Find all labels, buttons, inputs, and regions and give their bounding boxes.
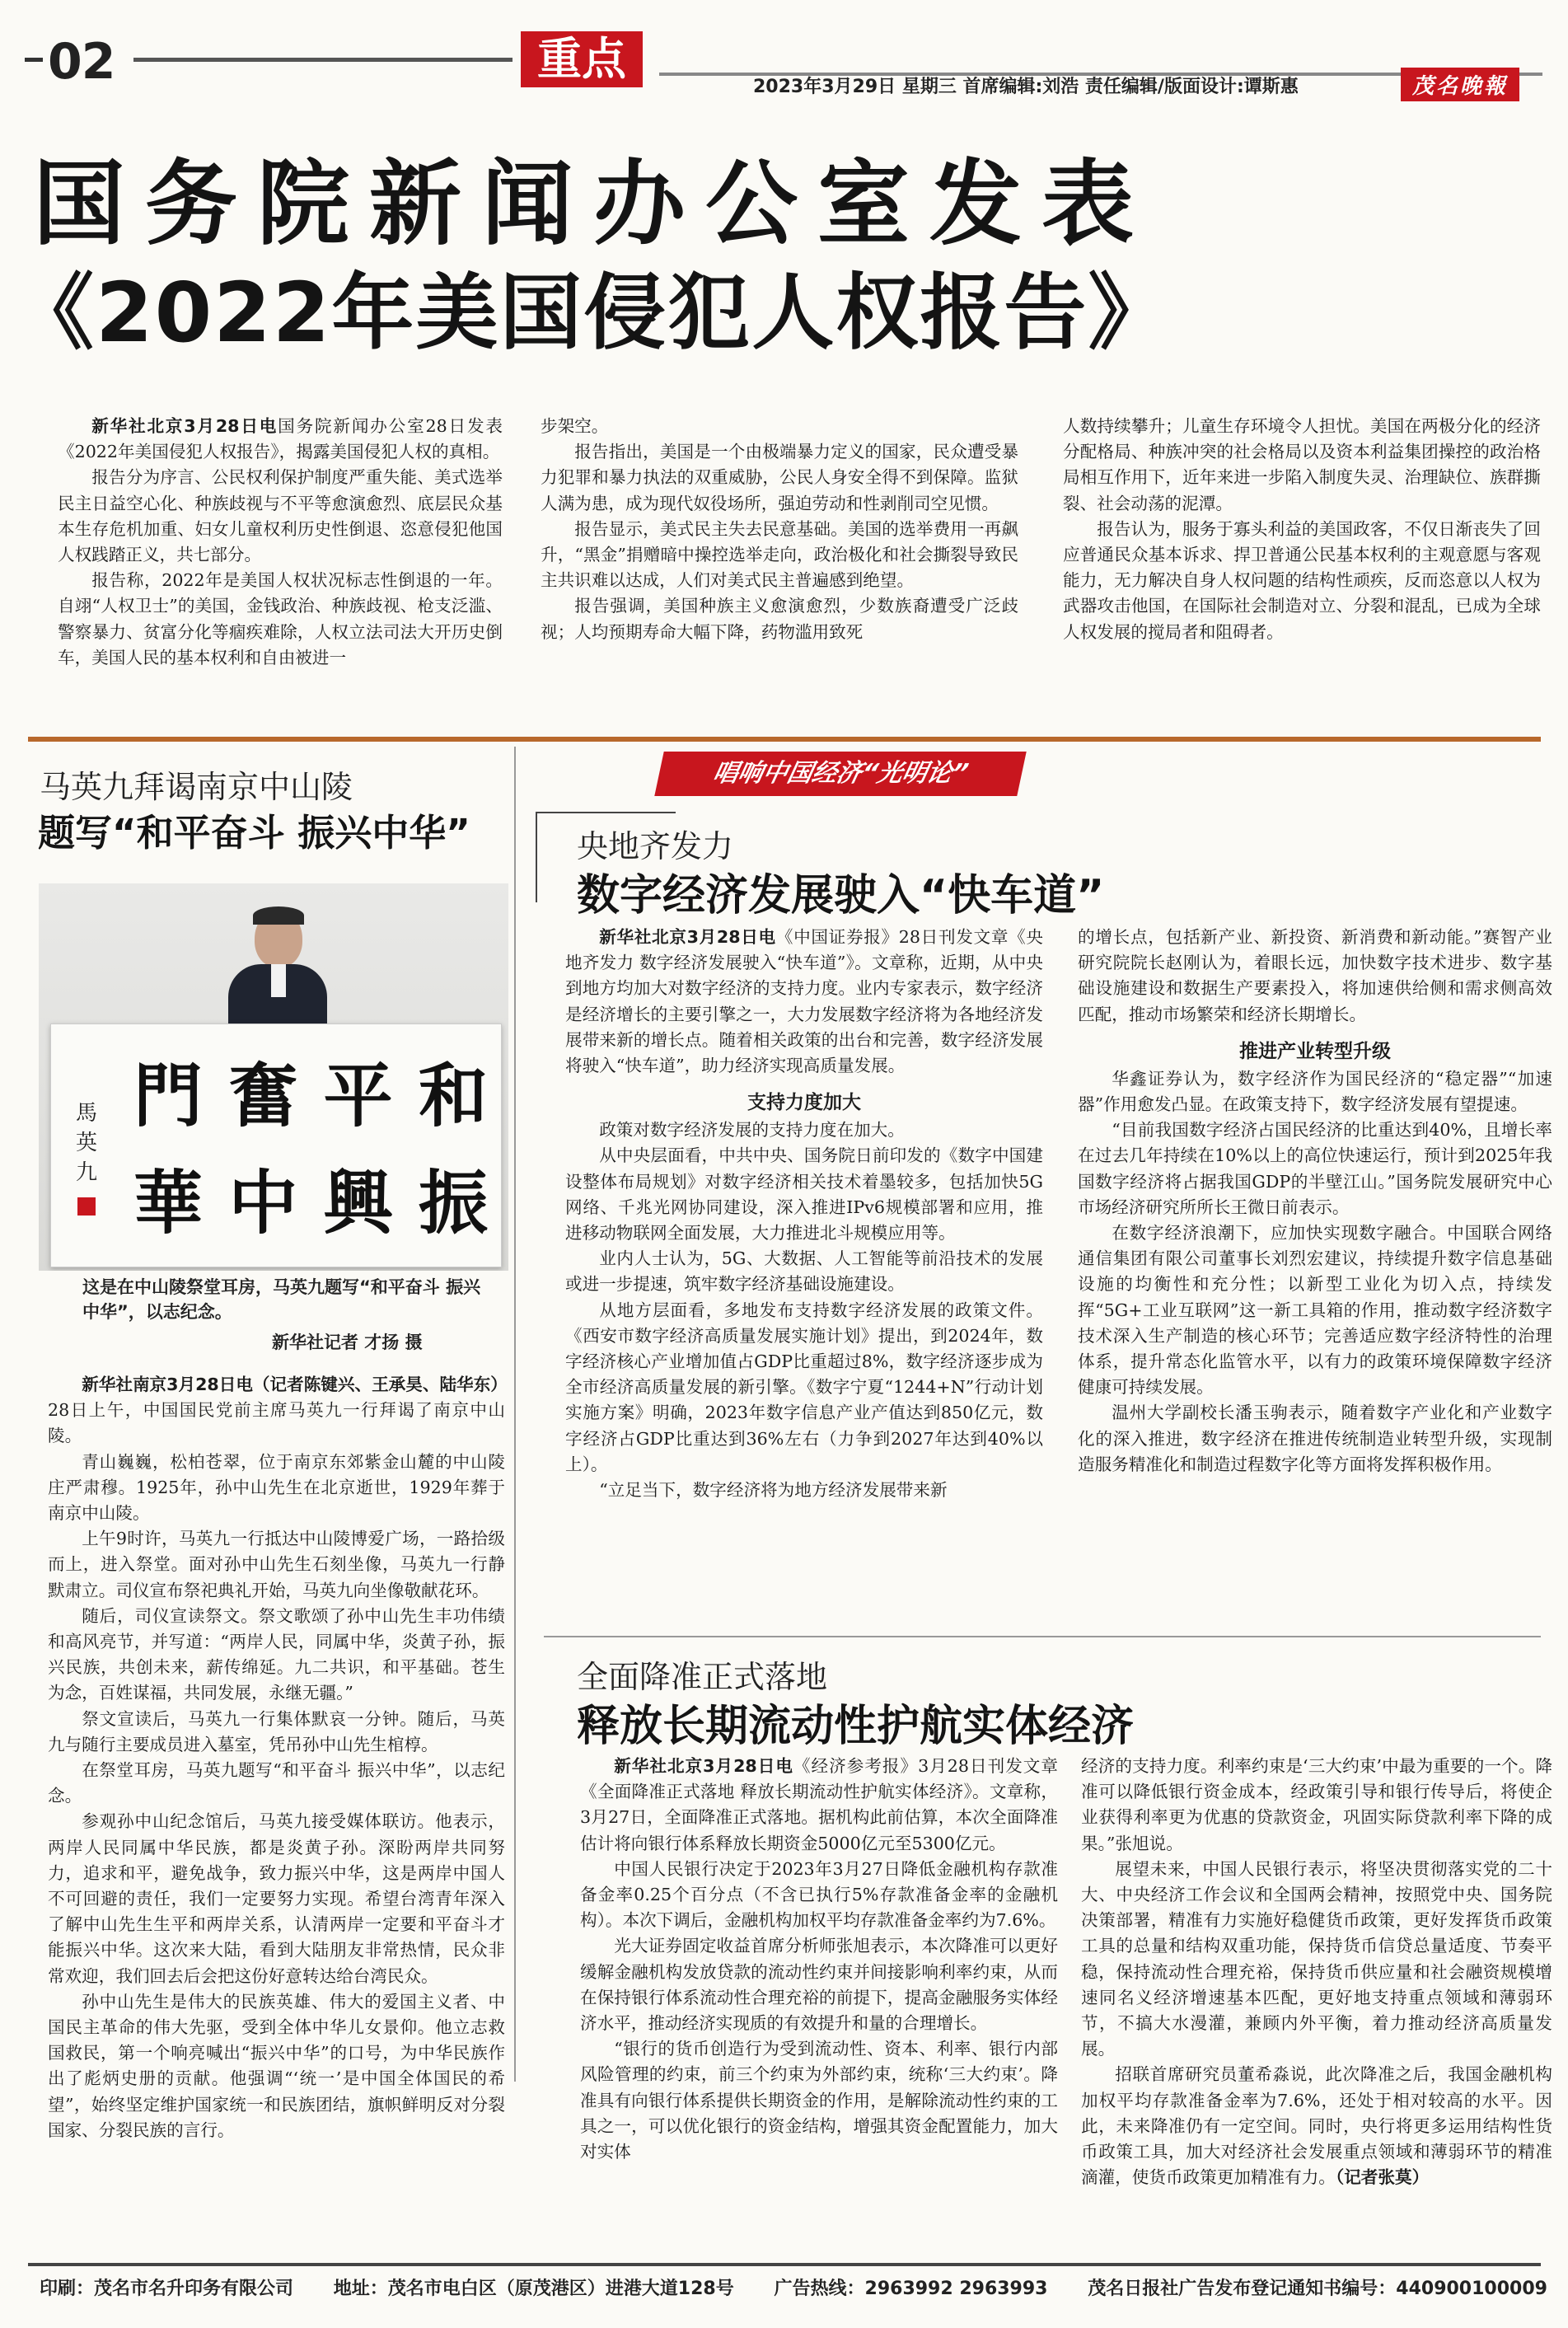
rrr-kicker: 全面降准正式落地 [577,1659,828,1695]
paragraph: 业内人士认为，5G、大数据、人工智能等前沿技术的发展或进一步提速，筑牢数字经济基础设施建设。 [565,1248,1043,1295]
footer-hotline: 广告热线：2963992 2963993 [774,2279,1048,2299]
story-divider [544,1636,1541,1637]
paragraph: 报告显示，美式民主失去民意基础。美国的选举费用一再飙升，“黑金”捐赠暗中操控选举走向，政治极化和社会撕裂导致民主共识难以达成，人们对美式民主普遍感到绝望。 [541,518,1018,591]
calligraphy-scroll [50,1023,502,1267]
headline-line-1: 国务院新闻办公室发表 [33,151,1154,258]
column-banner: 唱响中国经济“光明论” [654,752,1026,796]
headline-line-2: 《2022年美国侵犯人权报告》 [12,265,1172,361]
paragraph: “银行的货币创造行为受到流动性、资本、利率、银行内部风险管理的约束，前三个约束为外部约束，统称‘三大约束’。降准具有向银行体系提供长期资金的作用，是解除流动性约束的工具之一，可以优化银行的资金结构，增强其资金配置能力，加大对实体 [580,2039,1058,2162]
calligraphy-char: 華 [133,1162,204,1244]
section-label: 重点 [521,31,643,87]
main-col-2 [541,414,1018,645]
footer-rule [28,2263,1541,2266]
calligraphy-signature: 馬英九 [76,1101,98,1185]
left-story-title: 题写“和平奋斗 振兴中华” [38,811,470,855]
page-number-rule [25,58,43,62]
paragraph: 的增长点，包括新产业、新投资、新消费和新动能。”赛智产业研究院院长赵刚认为，着眼长远，加快数字技术进步、数字基础设施建设和数据生产要素投入，将加速供给侧和需求侧高效匹配，推动市场繁荣和经济长期增长。 [1078,927,1552,1024]
paragraph: 参观孙中山纪念馆后，马英九接受媒体联访。他表示，两岸人民同属中华民族，都是炎黄子孙。深盼两岸共同努力，追求和平，避免战争，致力振兴中华，这是两岸中国人不可回避的责任，我们一定要努力实现。希望台湾青年深入了解中山先生生平和两岸关系，认清两岸一定要和平奋斗才能振兴中华。这次来大陆，看到大陆朋友非常热情，民众非常欢迎，我们回去后会把这份好意转达给台湾民众。 [48,1811,505,1986]
paragraph: 人数持续攀升；儿童生存环境令人担忧。美国在两极分化的经济分配格局、种族冲突的社会格局以及资本利益集团操控的政治格局相互作用下，近年来进一步陷入制度失灵、治理缺位、族群撕裂、社会动荡的泥潭。 [1063,416,1541,513]
calligraphy-char: 奮 [228,1055,298,1136]
footer-printer: 印刷：茂名市名升印务有限公司 [40,2279,294,2299]
rrr-col-2 [1081,1754,1552,2190]
paragraph: 中国人民银行决定于2023年3月27日降低金融机构存款准备金率0.25个百分点（不含已执行5%存款准备金率的金融机构）。本次下调后，金融机构加权平均存款准备金率约为7.6%。 [580,1858,1058,1931]
paragraph: “目前我国数字经济占国民经济的比重达到40%，且增长率在过去几年持续在10%以上的高位快速运行，预计到2025年我国数字经济将占据我国GDP的半壁江山。”国务院发展研究中心市场经济研究所所长王微日前表示。 [1078,1120,1552,1217]
paragraph: 经济的支持力度。利率约束是‘三大约束’中最为重要的一个。降准可以降低银行资金成本，经政策引导和银行传导后，将使企业获得利率更为优惠的贷款资金，巩固实际贷款利率下降的成果。”张旭说。 [1081,1756,1552,1853]
left-story-border [514,747,516,2082]
section-divider [28,737,1541,742]
dateline-lead: 新华社北京3月28日电 [91,416,278,436]
reporter-byline: （记者张莫） [1335,2167,1430,2188]
paragraph: 青山巍巍，松柏苍翠，位于南京东郊紫金山麓的中山陵庄严肃穆。1925年，孙中山先生在北京逝世，1929年葬于南京中山陵。 [48,1451,505,1524]
paragraph: 新华社北京3月28日电国务院新闻办公室28日发表《2022年美国侵犯人权报告》，揭露美国侵犯人权的真相。 [58,416,503,462]
paragraph: 报告称，2022年是美国人权状况标志性倒退的一年。自翊“人权卫士”的美国，金钱政治、种族歧视、枪支泛滥、警察暴力、贫富分化等痼疾难除，人权立法司法大开历史倒车，美国人民的基本权利和自由被进一 [58,570,503,667]
paragraph: 步架空。 [541,416,609,436]
paragraph: 祭文宣读后，马英九一行集体默哀一分钟。随后，马英九与随行主要成员进入墓室，凭吊孙中山先生棺椁。 [48,1708,505,1754]
dateline-lead: 新华社南京3月28日电（记者陈键兴、王承昊、陆华东） [82,1375,508,1394]
paragraph: 孙中山先生是伟大的民族英雄、伟大的爱国主义者、中国民主革命的伟大先驱，受到全体中华儿女景仰。他立志救国救民，第一个响亮喊出“振兴中华”的口号，为中华民族作出了彪炳史册的贡献。他强调“‘统一’是中国全体国民的希望”，始终坚定维护国家统一和民族团结，旗帜鲜明反对分裂国家、分裂民族的言行。 [48,1991,505,2140]
rrr-col-1 [580,1754,1058,2165]
dateline-lead: 新华社北京3月28日电 [599,927,776,947]
left-story-body [48,1372,508,2143]
paragraph: 在数字经济浪潮下，应加快实现数字融合。中国联合网络通信集团有限公司董事长刘烈宏建议，持续提升数字信息基础设施的均衡性和充分性；以新型工业化为切入点，持续发挥“5G+工业互联网”这一新工具箱的作用，推动数字经济数字技术深入生产制造的核心环节；完善适应数字经济特性的治理体系，提升常态化监管水平，以有力的政策环境保障数字经济健康可持续发展。 [1078,1223,1552,1398]
paragraph: 新华社北京3月28日电《中国证券报》28日刊发文章《央地齐发力 数字经济发展驶入“快车道”》。文章称，近期，从中央到地方均加大对数字经济的支持力度。业内专家表示，数字经济是经济增长的主要引擎之一，大力发展数字经济将为各地经济发展带来新的增长点。随着相关政策的出台和完善，数字经济发展将驶入“快车道”，助力经济实现高质量发展。 [565,927,1043,1076]
paragraph: 报告认为，服务于寡头利益的美国政客，不仅日渐丧失了回应普通民众基本诉求、捍卫普通公民基本权利的主观意愿与客观能力，无力解决自身人权问题的结构性顽疾，反而恣意以人权为武器攻击他国，在国际社会制造对立、分裂和混乱，已成为全球人权发展的搅局者和阻碍者。 [1063,518,1541,642]
paragraph: 报告强调，美国种族主义愈演愈烈，少数族裔遭受广泛歧视；人均预期寿命大幅下降，药物滥用致死 [541,596,1018,642]
header-rule-left [133,58,513,62]
paragraph: 从地方层面看，多地发布支持数字经济发展的政策文件。《西安市数字经济高质量发展实施计划》提出，到2024年，数字经济核心产业增加值占GDP比重超过8%，数字经济逐步成为全市经济高质量发展的新引擎。《数字宁夏“1244+N”行动计划实施方案》明确，2023年数字信息产业产值达到850亿元，数字经济占GDP比重达到36%左右（力争到2027年达到40%以上）。 [565,1300,1043,1474]
dateline-lead: 新华社北京3月28日电 [614,1756,793,1776]
subheading: 推进产业转型升级 [1239,1040,1391,1062]
story-corner-rule [536,812,537,902]
digital-kicker: 央地齐发力 [577,828,734,864]
paragraph: 新华社南京3月28日电（记者陈键兴、王承昊、陆华东）28日上午，中国国民党前主席马英九一行拜谒了南京中山陵。 [48,1375,508,1446]
main-col-3 [1063,414,1541,645]
main-col-1 [58,414,503,671]
paragraph: 招联首席研究员董希淼说，此次降准之后，我国金融机构加权平均存款准备金率为7.6%，还处于相对较高的水平。因此，未来降准仍有一定空间。同时，央行将更多运用结构性货币政策工具，加大对经济社会发展重点领域和薄弱环节的精准滴灌，使货币政策更加精准有力。（记者张莫） [1081,2064,1552,2188]
paragraph: 温州大学副校长潘玉驹表示，随着数字产业化和产业数字化的深入推进，数字经济在推进传统制造业转型升级，实现制造服务精准化和制造过程数字化等方面将发挥积极作用。 [1078,1403,1552,1474]
digital-col-2 [1078,925,1552,1478]
calligraphy-row-2 [133,1148,488,1248]
photo-caption: 这是在中山陵祭堂耳房，马英九题写“和平奋斗 振兴中华”，以志纪念。 [82,1277,481,1322]
person-figure [228,910,327,1033]
calligraphy-char: 中 [228,1162,298,1244]
paragraph: 政策对数字经济发展的支持力度在加大。 [599,1120,905,1141]
paragraph: “立足当下，数字经济将为地方经济发展带来新 [599,1480,948,1501]
calligraphy-char: 振 [418,1162,488,1244]
paragraph: 随后，司仪宣读祭文。祭文歌颂了孙中山先生丰功伟绩和高风亮节，并写道：“两岸人民，同属中华，炎黄子孙，振兴民族，共创未来，薪传绵延。九二共识，和平基础。苍生为念，百姓谋福，共同发展，永继无疆。” [48,1605,505,1703]
digital-col-1 [565,925,1043,1503]
calligraphy-char: 和 [418,1055,488,1136]
calligraphy-photo [39,883,508,1271]
page-number: 02 [48,33,115,91]
paragraph: 报告指出，美国是一个由极端暴力定义的国家，民众遭受暴力犯罪和暴力执法的双重威胁，公民人身安全得不到保障。监狱人满为患，成为现代奴役场所，强迫劳动和性剥削司空见惯。 [541,442,1018,513]
dateline: 2023年3月29日 星期三 首席编辑:刘浩 责任编辑/版面设计:谭斯惠 [753,77,1299,97]
paragraph: 光大证券固定收益首席分析师张旭表示，本次降准可以更好缓解金融机构发放贷款的流动性约束并间接影响利率约束，从而在保持银行体系流动性合理充裕的前提下，提高金融服务实体经济水平，推动经济实现质的有效提升和量的合理增长。 [580,1936,1058,2034]
calligraphy-char: 門 [133,1055,204,1136]
left-story-kicker: 马英九拜谒南京中山陵 [40,769,353,805]
calligraphy-row-1 [133,1041,488,1141]
photo-credit: 新华社记者 才扬 摄 [272,1333,423,1352]
story-corner-rule [536,812,676,813]
subheading: 支持力度加大 [747,1092,861,1114]
paragraph: 展望未来，中国人民银行表示，将坚决贯彻落实党的二十大、中央经济工作会议和全国两会精神，按照党中央、国务院决策部署，精准有力实施好稳健货币政策，更好发挥货币政策工具的总量和结构双重功能，保持货币信贷总量适度、节奏平稳，保持流动性合理充裕，保持货币供应量和社会融资规模增速同名义经济增速基本匹配，更好地支持重点领域和薄弱环节，不搞大水漫灌，兼顾内外平衡，着力推动经济高质量发展。 [1081,1858,1552,2059]
footer-bar [40,2274,1547,2300]
paragraph: 报告分为序言、公民权利保护制度严重失能、美式选举民主日益空心化、种族歧视与不平等愈演愈烈、底层民众基本生存危机加重、妇女儿童权利历史性倒退、恣意侵犯他国人权践踏正义，共七部分。 [58,467,503,565]
paragraph: 新华社北京3月28日电《经济参考报》3月28日刊发文章《全面降准正式落地 释放长期流动性护航实体经济》。文章称，3月27日，全面降准正式落地。据机构此前估算，本次全面降准估计将向银行体系释放长期资金5000亿元至5300亿元。 [580,1756,1058,1853]
paragraph: 从中央层面看，中共中央、国务院日前印发的《数字中国建设整体布局规划》对数字经济相关技术着墨较多，包括加快5G网络、千兆光网协同建设，深入推进IPv6规模部署和应用，推进移动物联网全面发展，大力推进北斗规模应用等。 [565,1145,1043,1244]
masthead [0,0,1568,107]
calligraphy-char: 平 [323,1055,393,1136]
paragraph: 华鑫证券认为，数字经济作为国民经济的“稳定器”“加速器”作用愈发凸显。在政策支持下，数字经济发展有望提速。 [1078,1068,1552,1115]
footer-license: 茂名日报社广告发布登记通知书编号：440900100009 [1088,2279,1547,2299]
paragraph: 在祭堂耳房，马英九题写“和平奋斗 振兴中华”，以志纪念。 [48,1760,505,1806]
rrr-title: 释放长期流动性护航实体经济 [577,1702,1135,1751]
seal-stamp [77,1197,96,1216]
calligraphy-char: 興 [323,1162,393,1244]
footer-address: 地址：茂名市电白区（原茂港区）进港大道128号 [333,2279,734,2299]
newspaper-logo: 茂名晚報 [1401,68,1519,101]
digital-title: 数字经济发展驶入“快车道” [577,871,1105,920]
paragraph: 上午9时许，马英九一行抵达中山陵博爱广场，一路拾级而上，进入祭堂。面对孙中山先生石刻坐像，马英九一行静默肃立。司仪宣布祭祀典礼开始，马英九向坐像敬献花环。 [48,1529,505,1600]
